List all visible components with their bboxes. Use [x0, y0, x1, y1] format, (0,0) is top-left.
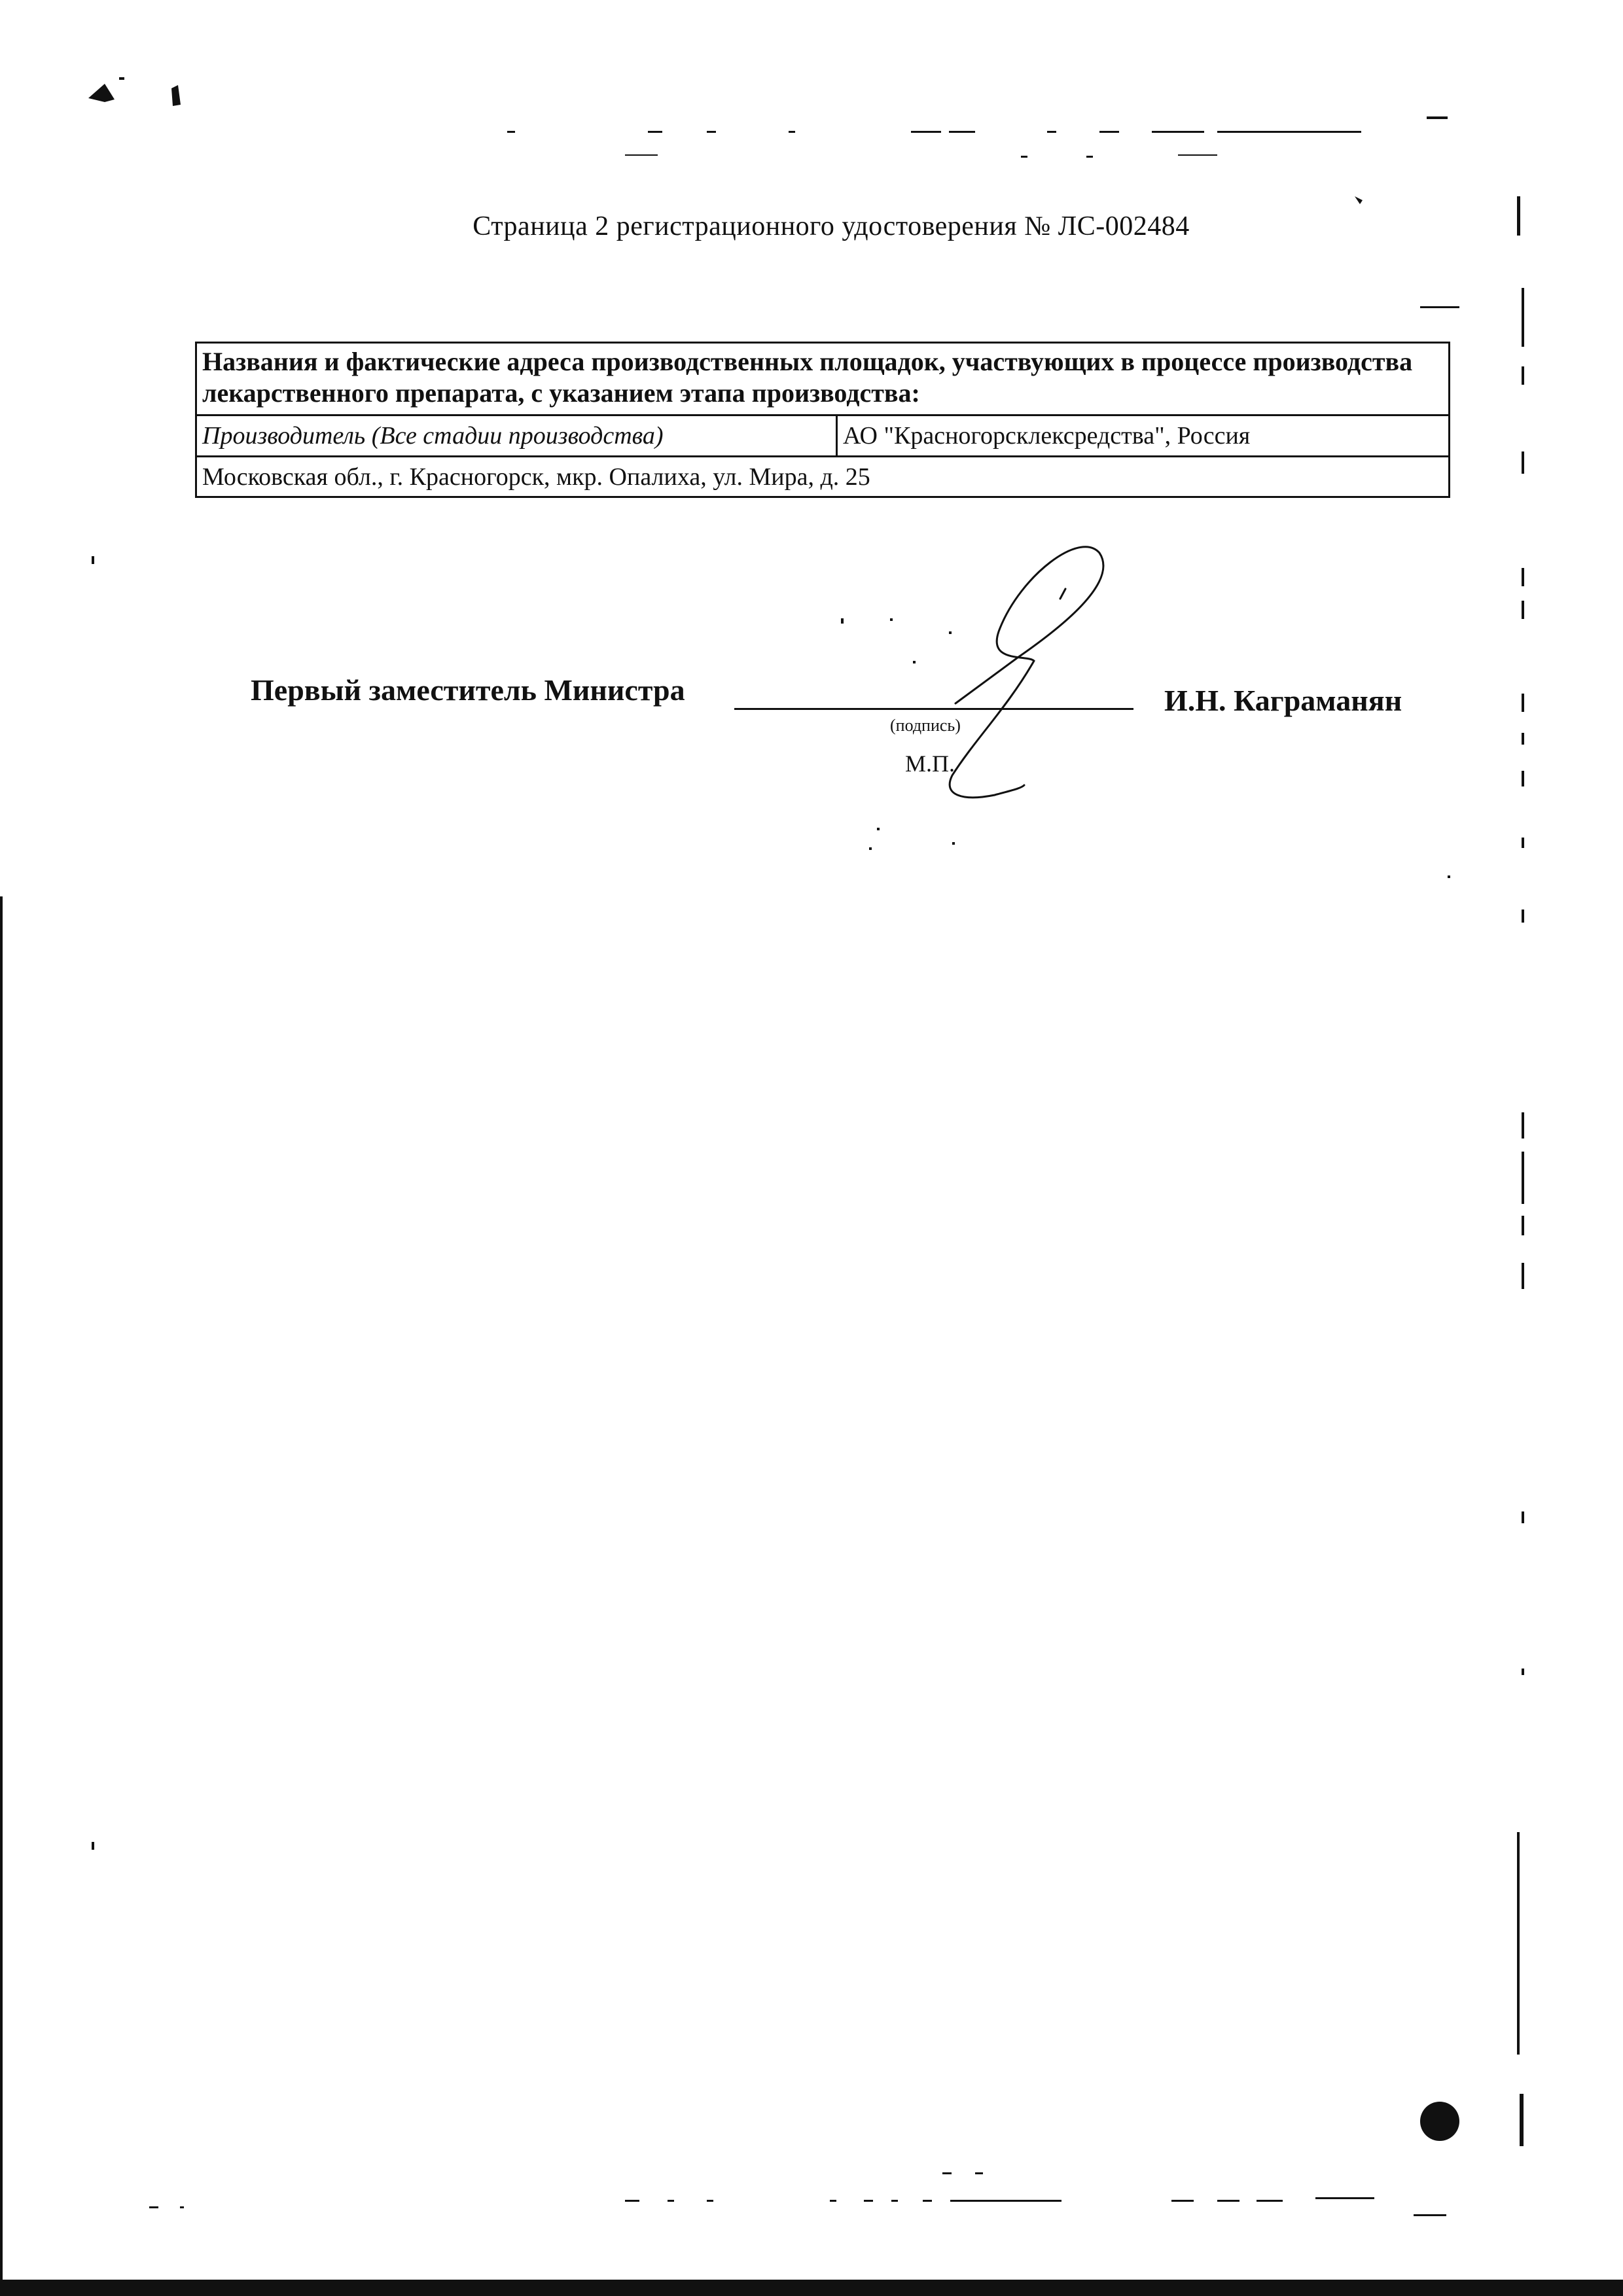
- scan-bottom-edge: [0, 2280, 1623, 2296]
- signatory-name: И.Н. Каграманян: [1164, 684, 1402, 717]
- signature-caption: (подпись): [890, 716, 961, 735]
- page-title: Страница 2 регистрационного удостоверения № ЛС-002484: [473, 211, 1190, 241]
- table-heading: Названия и фактические адреса производственных площадок, участвующих в процессе производства лекарственного препарата, с указанием этапа производства:: [196, 343, 1450, 415]
- signature-block: [0, 0, 1623, 916]
- address-cell: Московская обл., г. Красногорск, мкр. Опалиха, ул. Мира, д. 25: [196, 456, 1450, 497]
- stamp-placeholder: М.П.: [905, 751, 955, 777]
- signature-line: [734, 708, 1133, 710]
- production-stage-cell: Производитель (Все стадии производства): [196, 415, 837, 457]
- scan-left-edge: [0, 896, 3, 2296]
- manufacturer-cell: АО "Красногорсклексредства", Россия: [837, 415, 1450, 457]
- signatory-position: Первый заместитель Министра: [251, 673, 685, 707]
